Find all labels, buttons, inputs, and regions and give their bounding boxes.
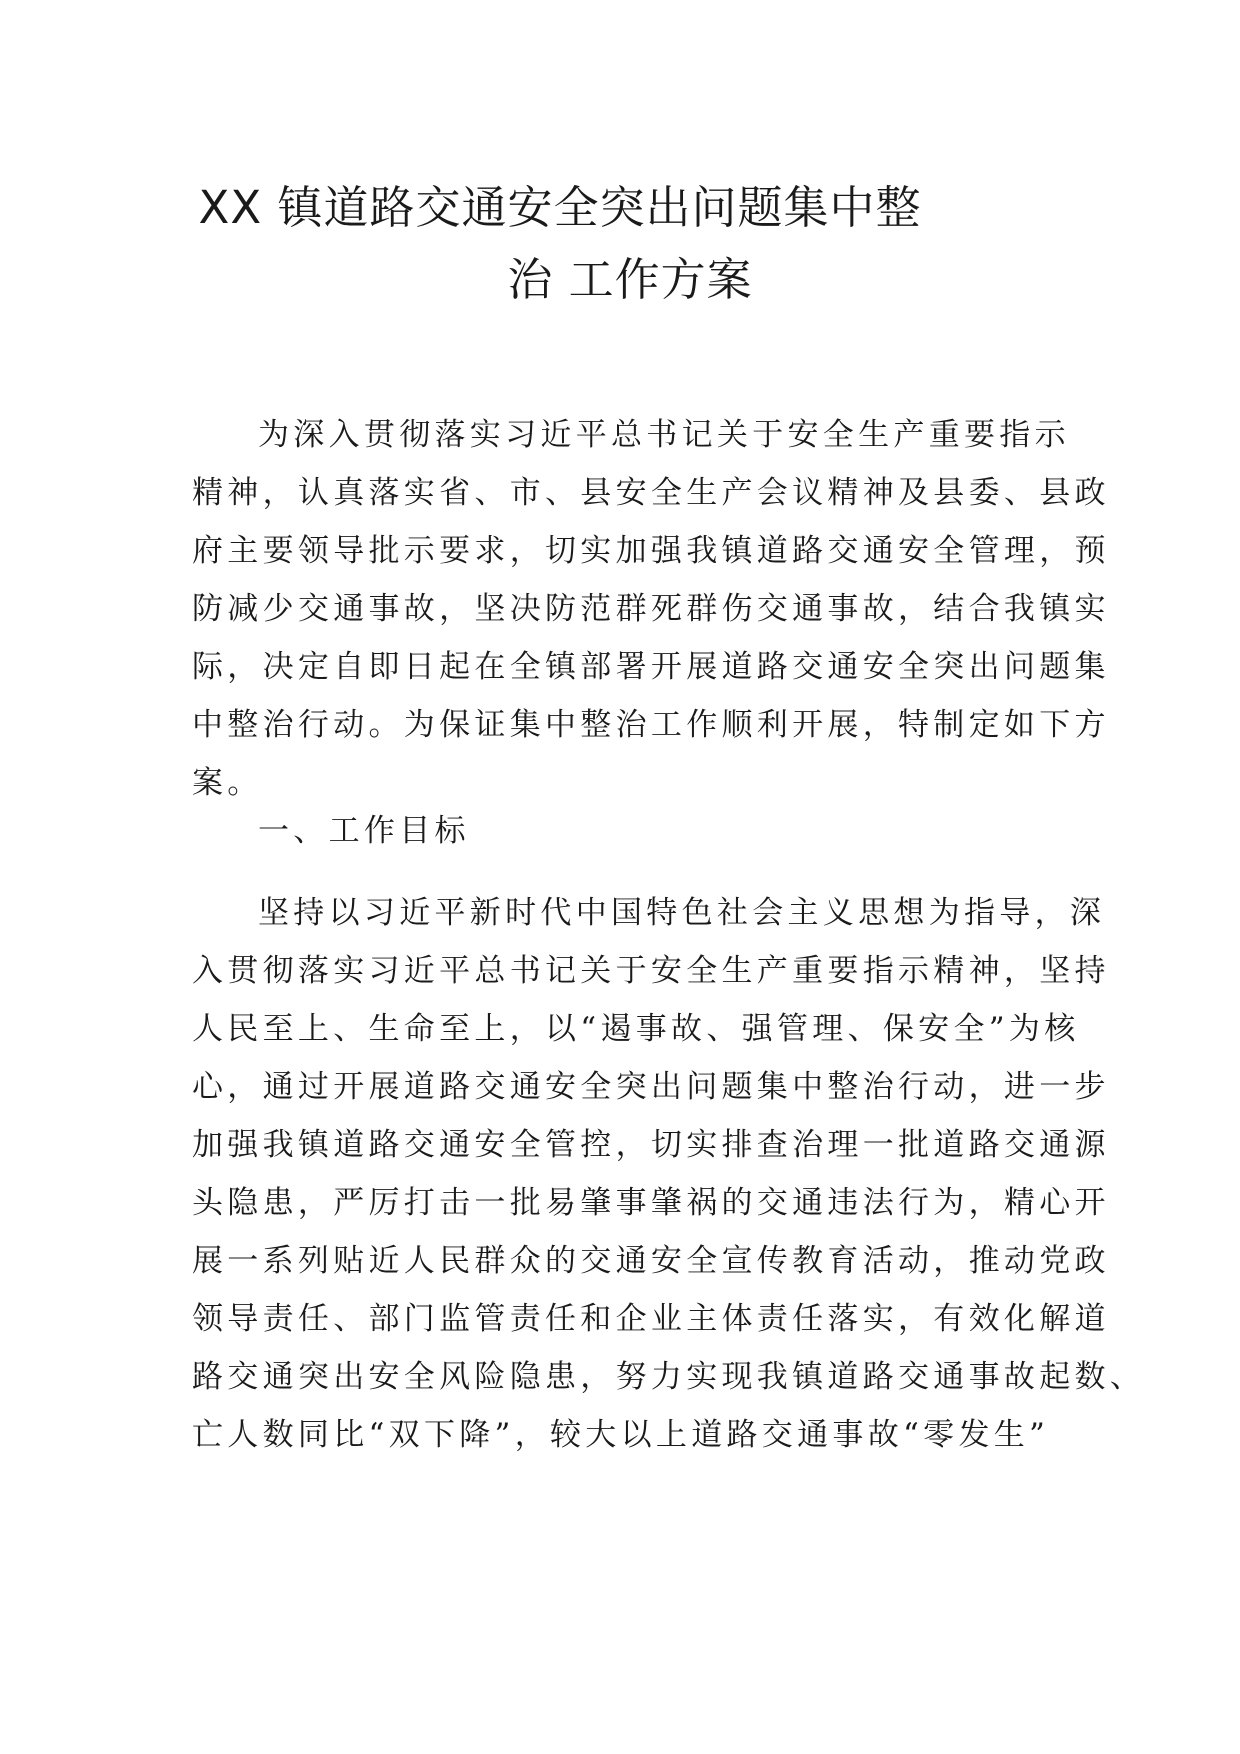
paragraph-line: 中整治行动。为保证集中整治工作顺利开展，特制定如下方: [192, 707, 1110, 743]
paragraph-line: 加强我镇道路交通安全管控，切实排查治理一批道路交通源: [192, 1127, 1110, 1163]
intro-paragraph: [192, 406, 1110, 812]
section-heading-work-goals: [192, 802, 1062, 860]
document-title-line-1: XX 镇道路交通安全突出问题集中整: [198, 181, 922, 234]
paragraph-line: 人民至上、生命至上，以“遏事故、强管理、保安全”为核: [192, 1011, 1080, 1047]
paragraph-line: 领导责任、部门监管责任和企业主体责任落实，有效化解道: [192, 1301, 1110, 1337]
paragraph-line: 案。: [192, 765, 263, 801]
paragraph-line: 入贯彻落实习近平总书记关于安全生产重要指示精神，坚持: [192, 953, 1110, 989]
paragraph-line: 坚持以习近平新时代中国特色社会主义思想为指导，深: [258, 895, 1106, 931]
paragraph-line: 际，决定自即日起在全镇部署开展道路交通安全突出问题集: [192, 649, 1110, 685]
document-title-line-2: 治 工作方案: [507, 253, 753, 306]
paragraph-line: 心，通过开展道路交通安全突出问题集中整治行动，进一步: [192, 1069, 1110, 1105]
paragraph-line: 亡人数同比“双下降”，较大以上道路交通事故“零发生”: [192, 1417, 1050, 1453]
paragraph-line: 精神，认真落实省、市、县安全生产会议精神及县委、县政: [192, 475, 1110, 511]
goals-paragraph: [192, 884, 1146, 1464]
paragraph-line: 府主要领导批示要求，切实加强我镇道路交通安全管理，预: [192, 533, 1110, 569]
paragraph-line: 头隐患，严厉打击一批易肇事肇祸的交通违法行为，精心开: [192, 1185, 1110, 1221]
section-heading-text: 一、工作目标: [258, 813, 470, 849]
paragraph-line: 展一系列贴近人民群众的交通安全宣传教育活动，推动党政: [192, 1243, 1110, 1279]
paragraph-line: 防减少交通事故，坚决防范群死群伤交通事故，结合我镇实: [192, 591, 1110, 627]
paragraph-line: 为深入贯彻落实习近平总书记关于安全生产重要指示: [258, 417, 1070, 453]
paragraph-line: 路交通突出安全风险隐患，努力实现我镇道路交通事故起数、: [192, 1359, 1146, 1395]
